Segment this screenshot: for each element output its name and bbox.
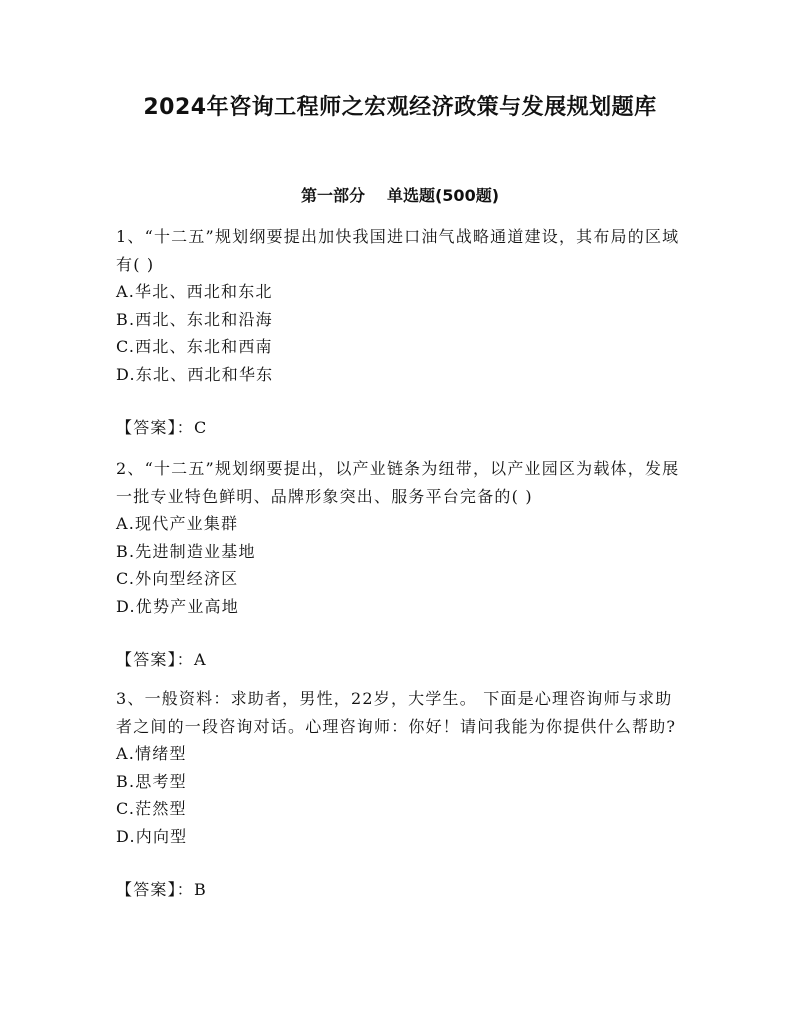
question-stem: 2、“十二五”规划纲要提出，以产业链条为纽带，以产业园区为载体，发展一批专业特色鲜明、品牌形象突出、服务平台完备的( ) <box>116 459 680 506</box>
option-c: C.西北、东北和西南 <box>116 337 273 356</box>
question-3 <box>116 685 684 904</box>
option-d: D.东北、西北和华东 <box>116 364 274 384</box>
answer-label: 【答案】：B <box>116 880 207 899</box>
option-b: B.先进制造业基地 <box>116 541 256 561</box>
question-1 <box>116 223 684 442</box>
option-d: D.内向型 <box>116 826 188 846</box>
option-c: C.茫然型 <box>116 799 187 818</box>
question-options <box>116 278 684 388</box>
option-a: A.现代产业集群 <box>116 514 239 533</box>
option-d: D.优势产业高地 <box>116 596 239 616</box>
question-options <box>116 510 684 620</box>
question-stem: 3、一般资料：求助者，男性，22岁，大学生。 下面是心理咨询师与求助者之间的一段咨询对话。心理咨询师：你好！请问我能为你提供什么帮助? <box>116 689 677 736</box>
option-b: B.西北、东北和沿海 <box>116 309 273 329</box>
document-title: 2024年咨询工程师之宏观经济政策与发展规划题库 <box>143 95 657 120</box>
question-2 <box>116 455 684 674</box>
question-stem: 1、“十二五”规划纲要提出加快我国进口油气战略通道建设，其布局的区域有( ) <box>116 227 680 274</box>
option-c: C.外向型经济区 <box>116 569 239 588</box>
option-b: B.思考型 <box>116 771 187 791</box>
option-a: A.情绪型 <box>116 744 187 763</box>
section-name: 单选题(500题) <box>386 186 500 205</box>
question-options <box>116 740 684 850</box>
section-heading <box>0 184 800 208</box>
option-a: A.华北、西北和东北 <box>116 282 273 301</box>
section-part: 第一部分 <box>300 186 365 205</box>
answer-label: 【答案】：A <box>116 650 207 669</box>
answer-label: 【答案】：C <box>116 418 208 437</box>
